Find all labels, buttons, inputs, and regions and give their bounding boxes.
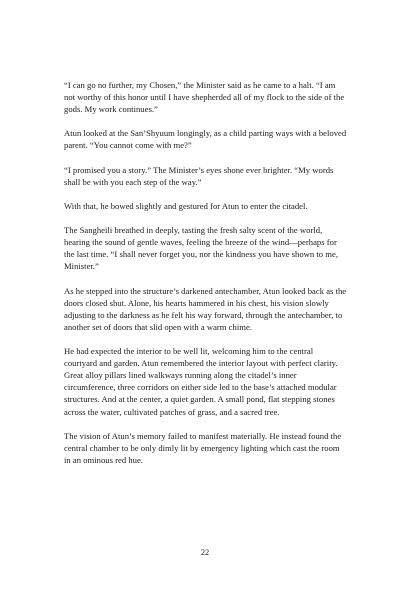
page-number: 22 [200,548,210,557]
paragraph: With that, he bowed slightly and gestured for Atun to enter the citadel. [64,200,308,211]
body-text [64,79,348,478]
paragraph: He had expected the interior to be well lit, welcoming him to the central courtyard and garden. Atun remembered the interior layout with perfect clarity. Great alloy pillars lined walkways running along the citadel’s inner circumference, three corridors on either side led to the base’s attached modular structures. And at the center, a quiet garden. A small pond, flat stepping stones across the water, cultivated patches of grass, and a sacred tree. [64,346,338,417]
paragraph: “I can go no further, my Chosen,” the Minister said as he came to a halt. “I am not worthy of this honor until I have shepherded all of my flock to the side of the gods. My work continues.” [64,80,345,115]
paragraph: The vision of Atun’s memory failed to manifest materially. He instead found the central chamber to be only dimly lit by emergency lighting which cast the room in an ominous red hue. [64,430,342,465]
paragraph: The Sangheili breathed in deeply, tasting the fresh salty scent of the world, hearing the sound of gentle waves, feeling the breeze of the wind—perhaps for the last time. “I shall never forget you, nor the kindness you have shown to me, Minister.” [64,225,338,272]
paragraph: As he stepped into the structure’s darkened antechamber, Atun looked back as the doors closed shut. Alone, his hearts hammered in his chest, his vision slowly adjusting to the darkness as he felt his way forward, through the antechamber, to another set of doors that slid open with a warm chime. [64,285,347,332]
paragraph: Atun looked at the San’Shyuum longingly, as a child parting ways with a beloved parent. “You cannot come with me?” [64,128,347,151]
paragraph: “I promised you a story.” The Minister’s eyes shone ever brighter. “My words shall be with you each step of the way.” [64,164,334,187]
